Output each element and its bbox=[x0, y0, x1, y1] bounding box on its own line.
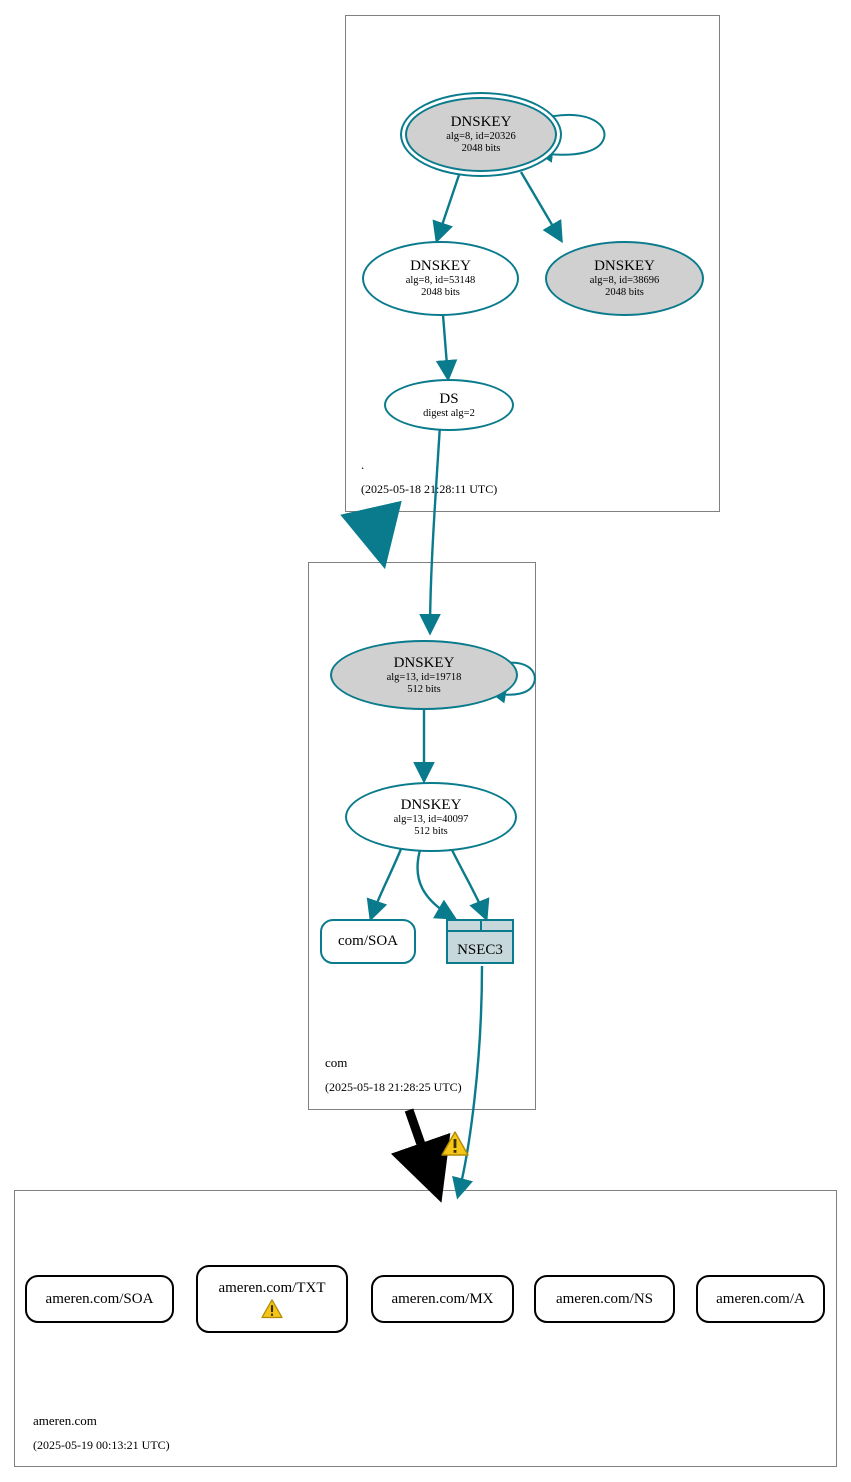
zone-date-root: (2025-05-18 21:28:11 UTC) bbox=[361, 482, 498, 496]
node-dnskey-com-zsk-40097[interactable] bbox=[345, 782, 517, 852]
node-dnskey-root-38696[interactable] bbox=[545, 241, 704, 316]
node-title: ameren.com/TXT bbox=[218, 1279, 326, 1296]
node-nsec3-com[interactable] bbox=[446, 919, 514, 964]
node-title: DNSKEY bbox=[393, 654, 455, 671]
node-rrset-ameren-mx[interactable] bbox=[371, 1275, 514, 1323]
node-title: DNSKEY bbox=[450, 114, 512, 130]
node-rrset-ameren-a[interactable] bbox=[696, 1275, 825, 1323]
node-rrset-ameren-soa[interactable] bbox=[25, 1275, 174, 1323]
zone-date-ameren: (2025-05-19 00:13:21 UTC) bbox=[33, 1438, 170, 1452]
node-rrset-com-soa[interactable] bbox=[320, 919, 416, 964]
node-dnskey-com-ksk-19718[interactable] bbox=[330, 640, 518, 710]
node-title: ameren.com/NS bbox=[555, 1290, 654, 1307]
node-subtitle-bits: 2048 bits bbox=[605, 287, 644, 298]
node-subtitle-bits: 2048 bits bbox=[421, 287, 460, 298]
node-subtitle-bits: 512 bits bbox=[414, 825, 448, 837]
node-dnskey-root-ksk-20326[interactable] bbox=[405, 97, 557, 172]
node-subtitle-alg: alg=13, id=19718 bbox=[386, 671, 462, 683]
node-title: ameren.com/A bbox=[716, 1290, 805, 1307]
node-subtitle-alg: alg=8, id=38696 bbox=[589, 275, 660, 286]
node-subtitle-digest: digest alg=2 bbox=[423, 407, 475, 419]
node-title: DNSKEY bbox=[594, 258, 655, 274]
node-title: DNSKEY bbox=[400, 796, 462, 813]
node-ds-root[interactable] bbox=[384, 379, 514, 431]
zone-date-com: (2025-05-18 21:28:25 UTC) bbox=[325, 1080, 462, 1094]
zone-box-ameren bbox=[14, 1190, 837, 1467]
node-rrset-ameren-txt[interactable] bbox=[196, 1265, 348, 1333]
node-title: ameren.com/SOA bbox=[45, 1290, 154, 1307]
node-subtitle-bits: 512 bits bbox=[407, 683, 441, 695]
node-subtitle-alg: alg=8, id=53148 bbox=[405, 275, 476, 286]
zone-label-root: . bbox=[361, 457, 365, 472]
node-title: DNSKEY bbox=[410, 258, 471, 274]
warning-icon-txt[interactable] bbox=[261, 1299, 283, 1319]
node-title: ameren.com/MX bbox=[391, 1290, 494, 1307]
zone-label-com: com bbox=[325, 1055, 348, 1070]
node-subtitle-bits: 2048 bits bbox=[461, 143, 501, 154]
node-dnskey-root-zsk-53148[interactable] bbox=[362, 241, 519, 316]
node-rrset-ameren-ns[interactable] bbox=[534, 1275, 675, 1323]
node-title: com/SOA bbox=[338, 933, 398, 949]
nsec3-header bbox=[448, 921, 512, 932]
zone-label-ameren: ameren.com bbox=[33, 1413, 97, 1428]
node-title: NSEC3 bbox=[457, 942, 503, 958]
node-subtitle-alg: alg=13, id=40097 bbox=[393, 813, 469, 825]
node-subtitle-alg: alg=8, id=20326 bbox=[446, 131, 516, 142]
node-title: DS bbox=[439, 390, 459, 407]
